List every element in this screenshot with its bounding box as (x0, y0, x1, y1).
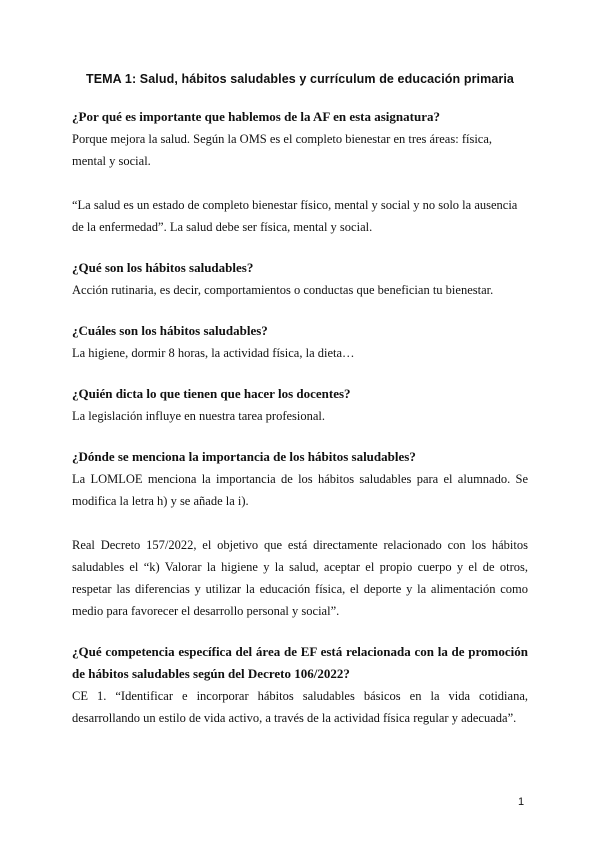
answer-paragraph: La LOMLOE menciona la importancia de los hábitos saludables para el alumnado. Se modifica la letra h) y se añade la i). (72, 472, 528, 508)
answer-paragraph: Acción rutinaria, es decir, comportamientos o conductas que benefician tu bienestar. (72, 283, 494, 297)
answer-paragraph: La legislación influye en nuestra tarea profesional. (72, 409, 326, 423)
question-heading: ¿Qué competencia específica del área de EF está relacionada con la de promoción de hábitos saludables según del Decreto 106/2022? (72, 644, 528, 681)
question-heading: ¿Por qué es importante que hablemos de la AF en esta asignatura? (72, 109, 440, 124)
page-number: 1 (518, 796, 525, 808)
section-where-mentioned (72, 446, 528, 622)
who-definition-quote: “La salud es un estado de completo bienestar físico, mental y social y no solo la ausencia de la enfermedad”. La salud debe ser física, mental y social. (72, 198, 518, 234)
document-body (72, 106, 528, 748)
real-decreto-paragraph: Real Decreto 157/2022, el objetivo que está directamente relacionado con los hábitos saludables el “k) Valorar la higiene y la salud, aceptar el propio cuerpo y el de otros, respetar las diferencias y utilizar la educación física, el deporte y la alimentación como medio para favorecer el desarrollo personal y social”. (72, 538, 528, 618)
section-which-habits (72, 320, 528, 364)
section-specific-competence (72, 641, 528, 729)
answer-paragraph: CE 1. “Identificar e incorporar hábitos saludables básicos en la vida cotidiana, desarrollando un estilo de vida activo, a través de la actividad física regular y adecuada”. (72, 689, 528, 725)
section-af-importance (72, 106, 528, 238)
question-heading: ¿Cuáles son los hábitos saludables? (72, 323, 268, 338)
answer-paragraph: Porque mejora la salud. Según la OMS es el completo bienestar en tres áreas: física, mental y social. (72, 132, 493, 168)
question-heading: ¿Qué son los hábitos saludables? (72, 260, 254, 275)
question-heading: ¿Quién dicta lo que tienen que hacer los docentes? (72, 386, 351, 401)
question-heading: ¿Dónde se menciona la importancia de los hábitos saludables? (72, 449, 416, 464)
section-who-dictates (72, 383, 528, 427)
answer-paragraph: La higiene, dormir 8 horas, la actividad física, la dieta… (72, 346, 355, 360)
section-what-are-habits (72, 257, 528, 301)
document-title: TEMA 1: Salud, hábitos saludables y currículum de educación primaria (86, 72, 514, 86)
